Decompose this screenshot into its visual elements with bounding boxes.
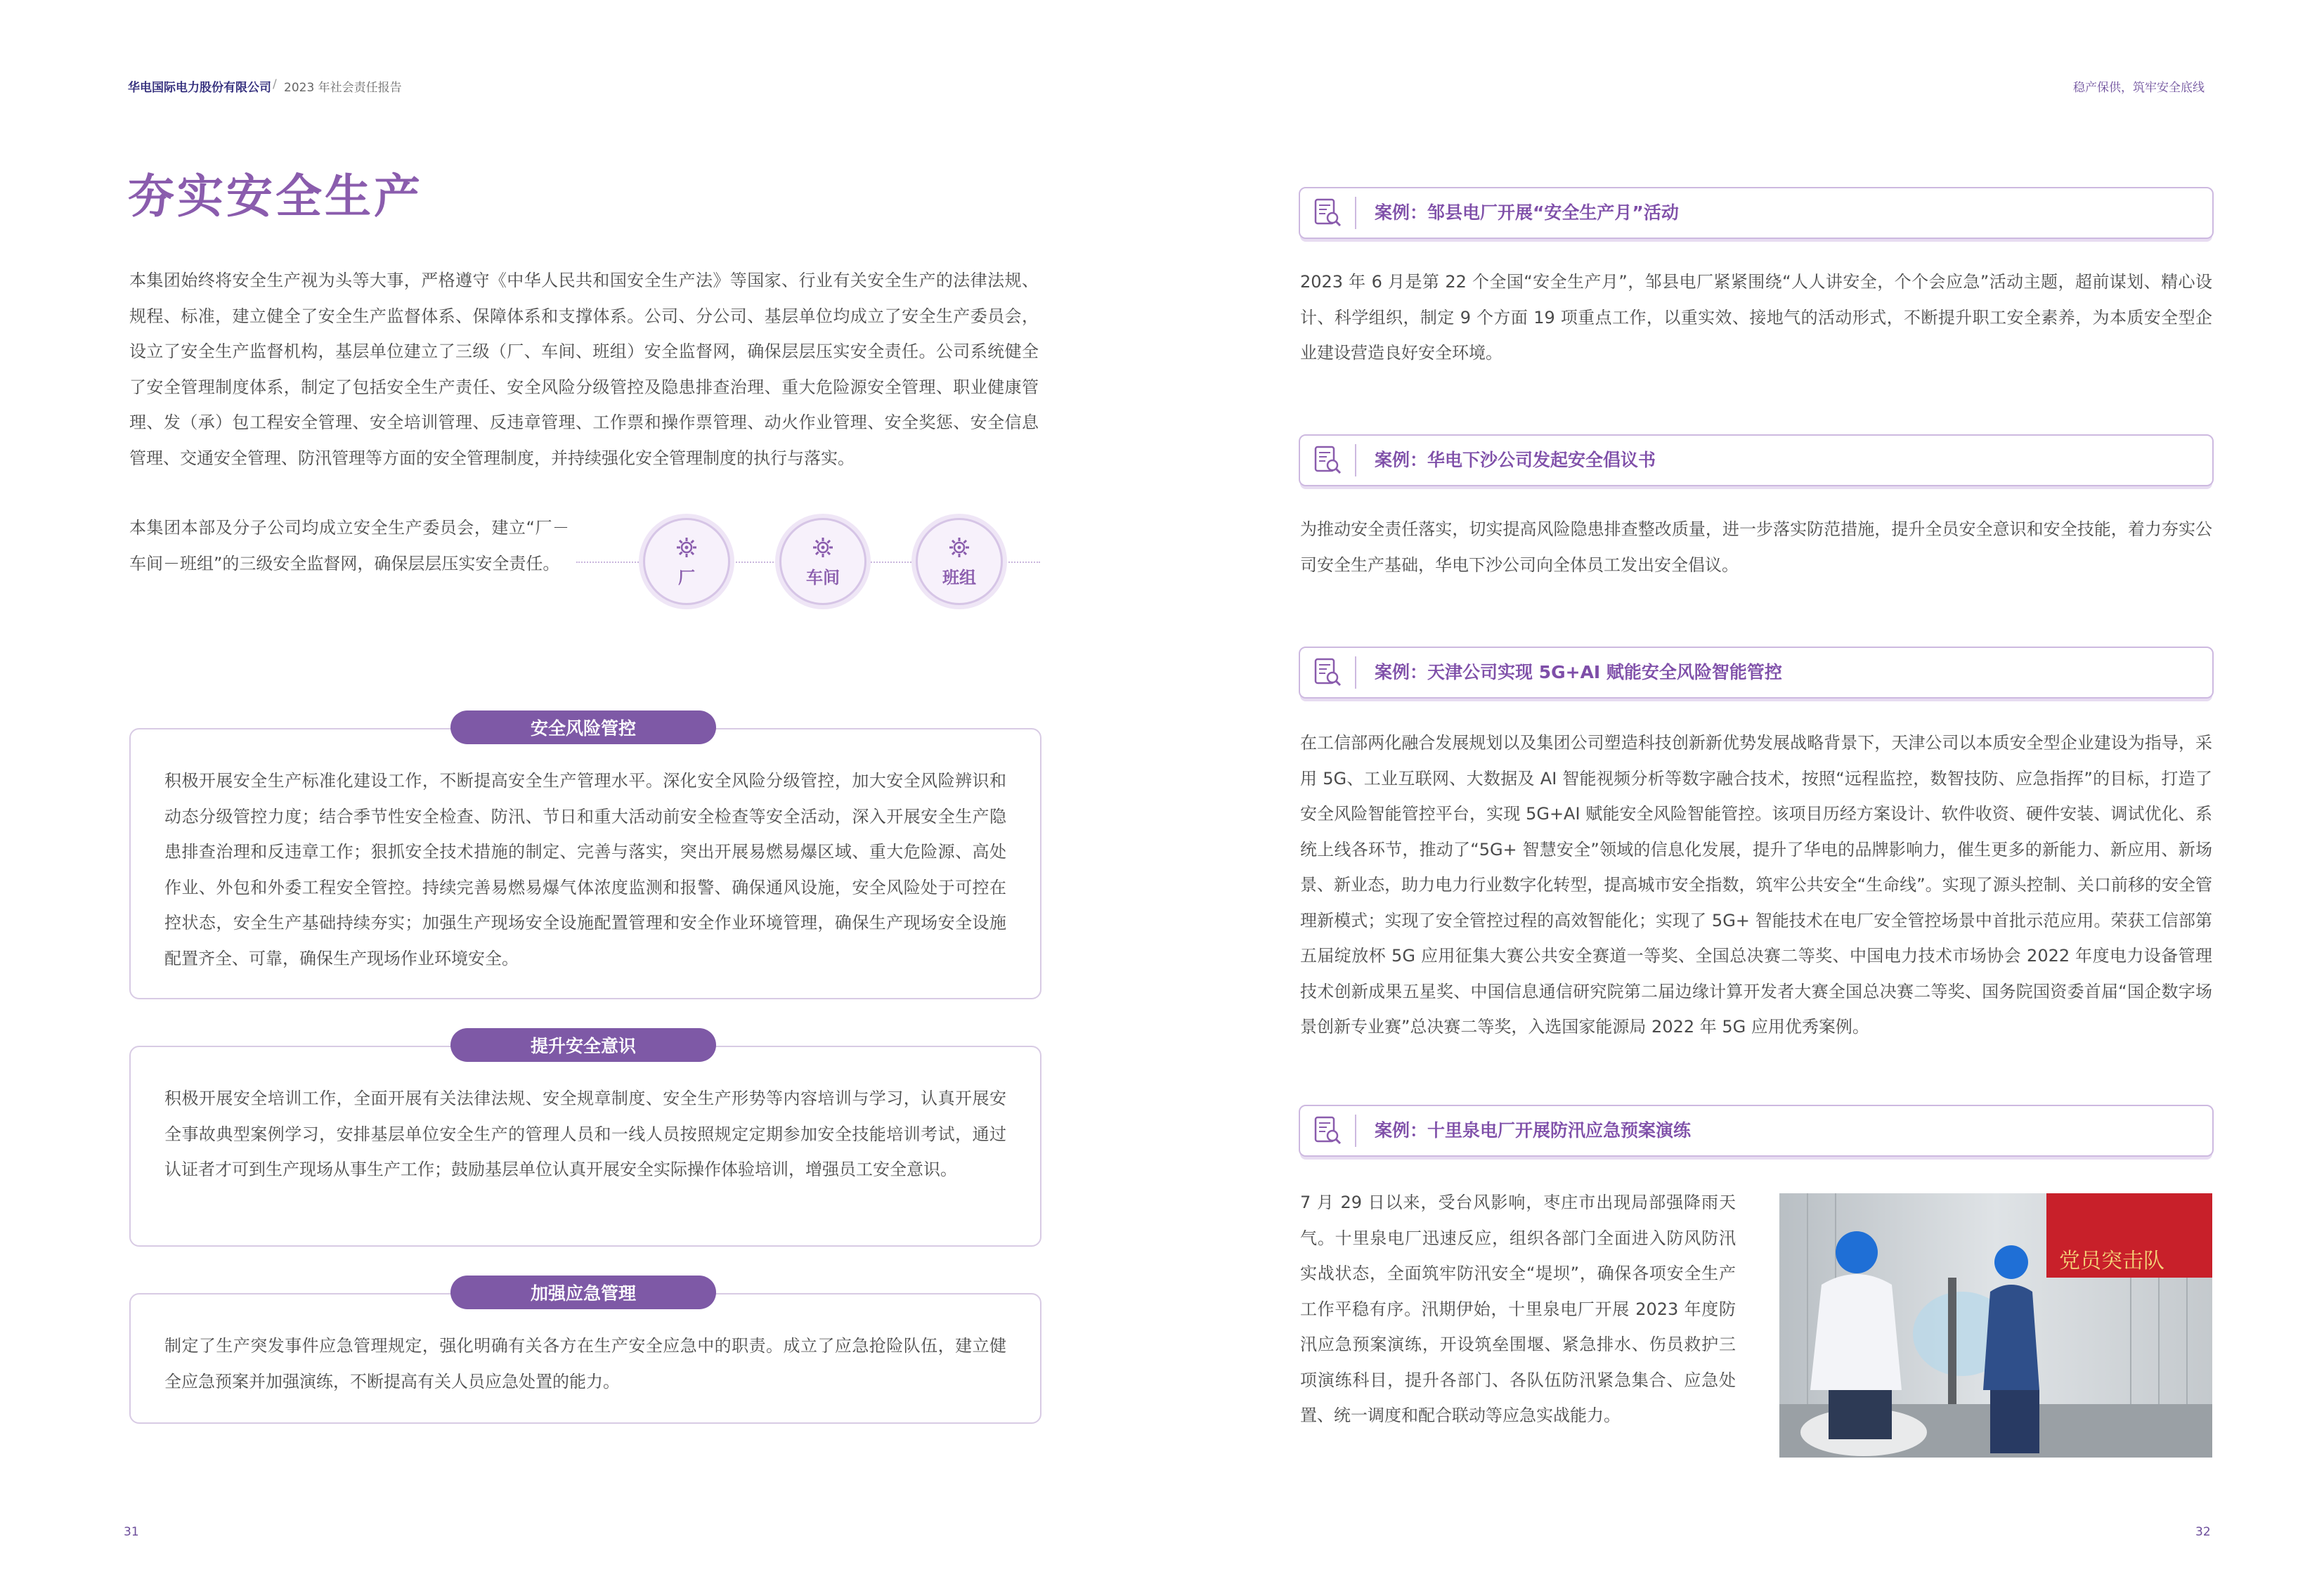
case-text-1: 2023 年 6 月是第 22 个全国“安全生产月”，邹县电厂紧紧围绕“人人讲安全，个个会应急”活动主题，超前谋划、精心设计、科学组织，制定 9 个方面 19 项重点工作，以重实效、接地气的活动形式，不断提升职工安全素养，为本质安全型企业建设营造良好安全环境。	[1300, 272, 2212, 363]
intro-paragraph: 本集团始终将安全生产视为头等大事，严格遵守《中华人民共和国安全生产法》等国家、行业有关安全生产的法律法规、规程、标准，建立健全了安全生产监督体系、保障体系和支撑体系。公司、分公司、基层单位均成立了安全生产委员会，设立了安全生产监督机构，基层单位建立了三级（厂、车间、班组）安全监督网，确保层层压实安全责任。公司系统健全了安全管理制度体系，制定了包括安全生产责任、安全风险分级管控及隐患排查治理、重大危险源安全管理、职业健康管理、发（承）包工程安全管理、安全培训管理、反违章管理、工作票和操作票管理、动火作业管理、安全奖惩、安全信息管理、交通安全管理、防汛管理等方面的安全管理制度，并持续强化安全管理制度的执行与落实。	[129, 271, 1039, 468]
case-header-4	[1299, 1105, 2214, 1157]
network-node-label: 班组	[942, 567, 976, 588]
emergency-management-label: 加强应急管理	[450, 1276, 716, 1309]
case-title: 案例：天津公司实现 5G+AI 赋能安全风险智能管控	[1375, 662, 1782, 682]
safety-awareness-box	[129, 1046, 1041, 1247]
network-node-label: 车间	[806, 567, 840, 588]
page-title: 夯实安全生产	[128, 169, 423, 223]
safety-awareness-label: 提升安全意识	[450, 1028, 716, 1062]
case-text-4: 7 月 29 日以来，受台风影响，枣庄市出现局部强降雨天气。十里泉电厂迅速反应，组织各部门全面进入防风防汛实战状态，全面筑牢防汛安全“堤坝”，确保各项安全生产工作平稳有序。汛期伊始，十里泉电厂开展 2023 年度防汛应急预案演练，开设筑垒围堰、紧急排水、伤员救护三项演练科目，提升各部门、各队伍防汛紧急集合、应急处置、统一调度和配合联动等应急实战能力。	[1300, 1193, 1736, 1425]
page-number-left: 31	[124, 1525, 139, 1539]
case-title: 案例：华电下沙公司发起安全倡议书	[1375, 450, 1656, 470]
gear-icon	[675, 536, 699, 559]
network-node-team	[914, 516, 1005, 607]
case-divider	[1355, 1115, 1356, 1147]
case-divider	[1355, 656, 1356, 689]
gear-icon	[947, 536, 971, 559]
case-header-3	[1299, 647, 2214, 699]
case-divider	[1355, 444, 1356, 476]
emergency-management-box	[129, 1293, 1041, 1424]
case-header-1	[1299, 187, 2214, 239]
document-search-icon	[1310, 195, 1345, 231]
committee-paragraph: 本集团本部及分子公司均成立安全生产委员会，建立“厂－车间－班组”的三级安全监督网，确保层层压实安全责任。	[129, 518, 569, 573]
gear-icon	[811, 536, 835, 559]
drill-photo-illustration	[1779, 1193, 2212, 1458]
case-text-3: 在工信部两化融合发展规划以及集团公司塑造科技创新新优势发展战略背景下，天津公司以本质安全型企业建设为指导，采用 5G、工业互联网、大数据及 AI 智能视频分析等数字融合技术，按照“远程监控，数智技防、应急指挥”的目标，打造了安全风险智能管控平台，实现 5G+AI 赋能安全风险智能管控。该项目历经方案设计、软件收资、硬件安装、调试优化、系统上线各环节，推动了“5G+ 智慧安全”领域的信息化发展，提升了华电的品牌影响力，催生更多的新能力、新应用、新场景、新业态，助力电力行业数字化转型，提高城市安全指数，筑牢公共安全“生命线”。实现了源头控制、关口前移的安全管理新模式；实现了安全管控过程的高效智能化；实现了 5G+ 智能技术在电厂安全管控场景中首批示范应用。荣获工信部第五届绽放杯 5G 应用征集大赛公共安全赛道一等奖、全国总决赛二等奖、中国电力技术市场协会 2022 年度电力设备管理技术创新成果五星奖、中国信息通信研究院第二届边缘计算开发者大赛全国总决赛二等奖、国务院国资委首届“国企数字场景创新专业赛”总决赛二等奖，入选国家能源局 2022 年 5G 应用优秀案例。	[1300, 733, 2212, 1037]
header-section-title: 稳产保供，筑牢安全底线	[2073, 81, 2205, 95]
case-title: 案例：十里泉电厂开展防汛应急预案演练	[1375, 1120, 1692, 1141]
network-node-workshop	[777, 516, 869, 607]
document-search-icon	[1310, 1113, 1345, 1148]
document-search-icon	[1310, 655, 1345, 690]
drill-photo	[1779, 1193, 2212, 1458]
case-title: 案例：邹县电厂开展“安全生产月”活动	[1375, 202, 1679, 223]
safety-awareness-text: 积极开展安全培训工作，全面开展有关法律法规、安全规章制度、安全生产形势等内容培训与学习，认真开展安全事故典型案例学习，安排基层单位安全生产的管理人员和一线人员按照规定定期参加安全技能培训考试，通过认证者才可到生产现场从事生产工作；鼓励基层单位认真开展安全实际操作体验培训，增强员工安全意识。	[164, 1089, 1006, 1179]
photo-banner-text: 党员突击队	[2059, 1249, 2164, 1273]
network-node-factory	[641, 516, 732, 607]
risk-control-box	[129, 728, 1041, 999]
network-node-label: 厂	[678, 567, 695, 588]
header-report-title: 2023 年社会责任报告	[284, 81, 402, 95]
risk-control-label: 安全风险管控	[450, 710, 716, 744]
case-divider	[1355, 197, 1356, 229]
page-number-right: 32	[2195, 1525, 2211, 1539]
case-header-2	[1299, 434, 2214, 486]
emergency-management-text: 制定了生产突发事件应急管理规定，强化明确有关各方在生产安全应急中的职责。成立了应急抢险队伍，建立健全应急预案并加强演练，不断提高有关人员应急处置的能力。	[164, 1336, 1006, 1391]
header-separator: /	[273, 77, 277, 91]
header-company: 华电国际电力股份有限公司	[128, 81, 271, 95]
risk-control-text: 积极开展安全生产标准化建设工作，不断提高安全生产管理水平。深化安全风险分级管控，加大安全风险辨识和动态分级管控力度；结合季节性安全检查、防汛、节日和重大活动前安全检查等安全活动，深入开展安全生产隐患排查治理和反违章工作；狠抓安全技术措施的制定、完善与落实，突出开展易燃易爆区域、重大危险源、高处作业、外包和外委工程安全管控。持续完善易燃易爆气体浓度监测和报警、确保通风设施，安全风险处于可控在控状态，安全生产基础持续夯实；加强生产现场安全设施配置管理和安全作业环境管理，确保生产现场安全设施配置齐全、可靠，确保生产现场作业环境安全。	[164, 771, 1006, 968]
document-search-icon	[1310, 443, 1345, 478]
case-text-2: 为推动安全责任落实，切实提高风险隐患排查整改质量，进一步落实防范措施，提升全员安全意识和安全技能，着力夯实公司安全生产基础，华电下沙公司向全体员工发出安全倡议。	[1300, 519, 2212, 575]
